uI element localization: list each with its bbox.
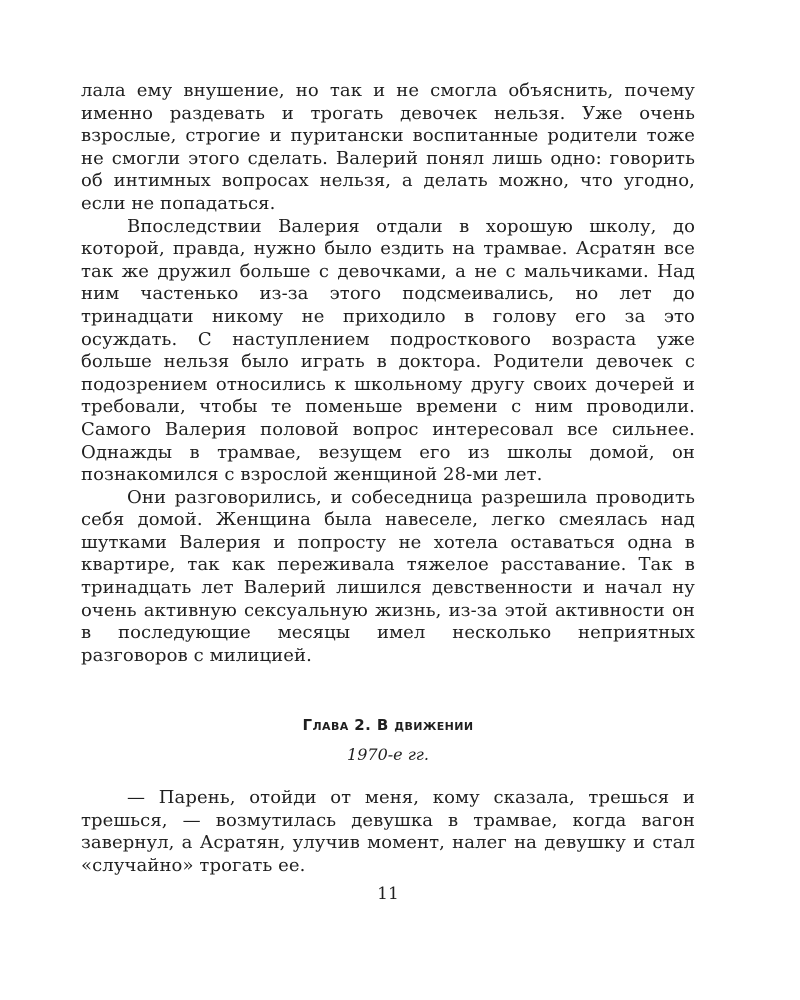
- dialog-section: [81, 787, 695, 877]
- chapter-title: Глава 2. В движении: [302, 716, 474, 734]
- paragraph-2: Впоследствии Валерия отдали в хорошую школу, до которой, правда, нужно было ездить на трамвае. Асратян все так же дружил больше с девочками, а не с мальчиками. Над ним частенько из-за этого подсмеивались, но лет до тринадцати никому не приходило в голову его за это осуждать. С наступлением подросткового возраста уже больше нельзя было играть в доктора. Родители девочек с подозрением относились к школьному другу своих дочерей и требовали, чтобы те поменьше времени с ним проводили. Самого Валерия половой вопрос интересовал все сильнее. Однажды в трамвае, везущем его из школы домой, он познакомился с взрослой женщиной 28-ми лет.: [81, 215, 695, 486]
- paragraph-1: лала ему внушение, но так и не смогла объяснить, почему именно раздевать и трогать девочек нельзя. Уже очень взрослые, строгие и пуритански воспитанные родители тоже не смогли этого сделать. Валерий понял лишь одно: говорить об интимных вопросах нельзя, а делать можно, что угодно, если не попадаться.: [81, 80, 695, 214]
- body-text: [81, 80, 695, 667]
- paragraph-3: Они разговорились, и собеседница разрешила проводить себя домой. Женщина была навеселе, легко смеялась над шутками Валерия и попросту не хотела оставаться одна в квартире, так как переживала тяжелое расставание. Так в тринадцать лет Валерий лишился девственности и начал ну очень активную сексуальную жизнь, из-за этой активности он в последующие месяцы имел несколько неприятных разговоров с милицией.: [81, 486, 695, 666]
- chapter-subtitle: 1970-е гг.: [347, 745, 429, 764]
- page-number: 11: [377, 884, 399, 904]
- dialog-paragraph: — Парень, отойди от меня, кому сказала, трешься и трешься, — возмутилась девушка в трамвае, когда вагон завернул, а Асратян, улучив момент, налег на девушку и стал «случайно» трогать ее.: [81, 787, 695, 876]
